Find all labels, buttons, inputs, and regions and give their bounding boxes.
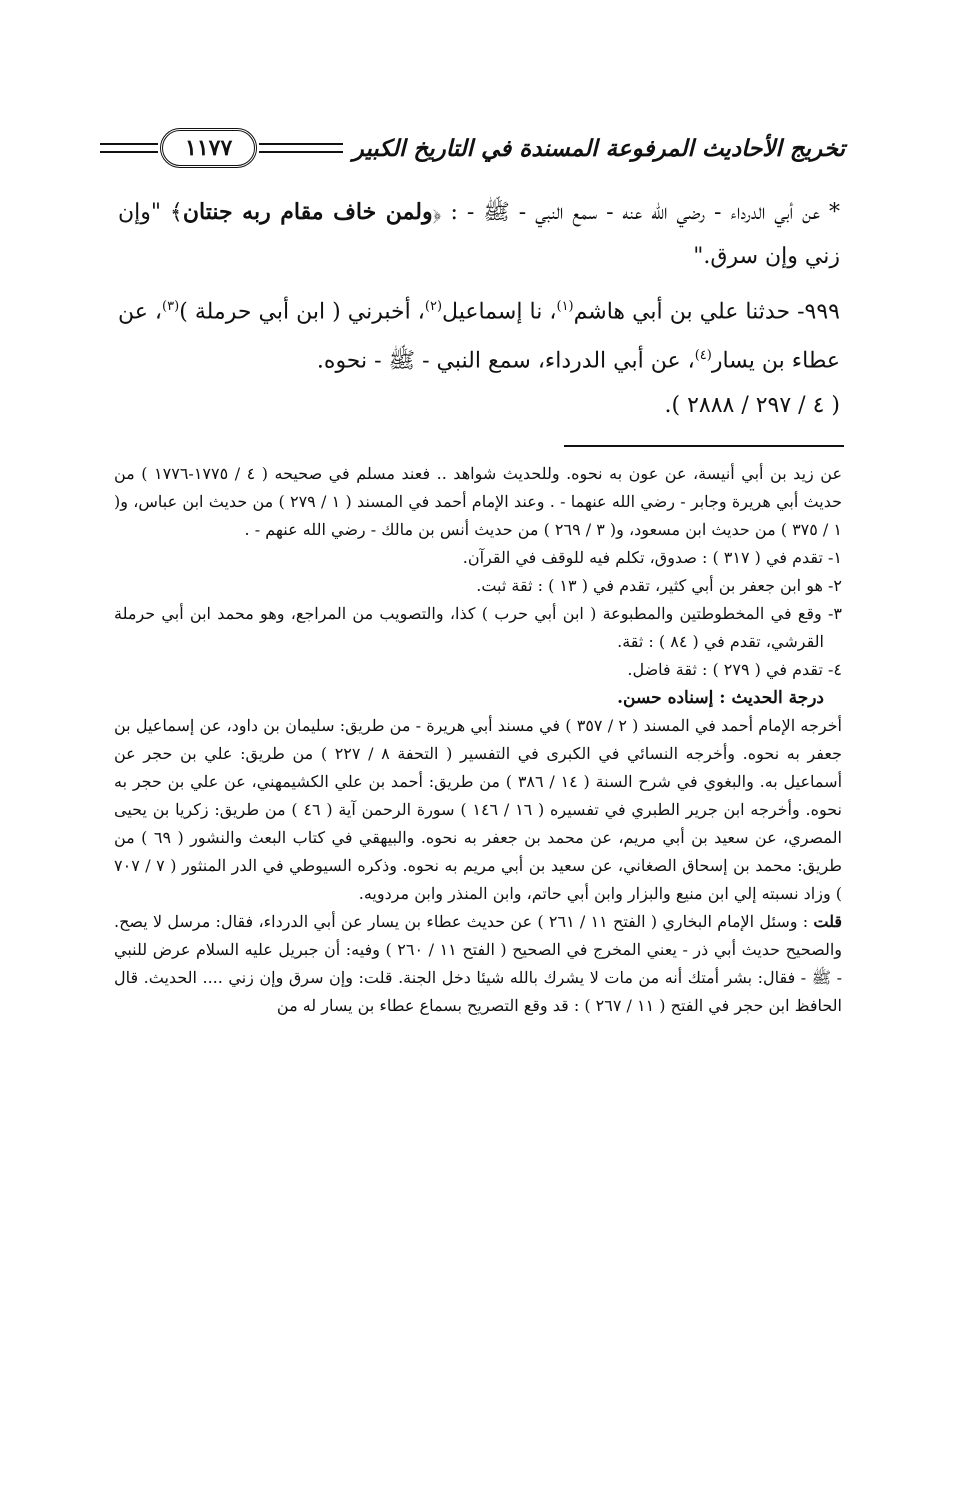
footnote-4-number: ٤- bbox=[828, 660, 842, 679]
isnad-seg-1: حدثنا علي بن أبي هاشم bbox=[573, 299, 798, 325]
footnote-1 bbox=[114, 544, 842, 572]
footnote-1-number: ١- bbox=[828, 548, 842, 567]
hadith-intro-tail: ﴾ "وإن زني وإن سرق." bbox=[118, 200, 840, 269]
hadith-intro-lead: * عن أبي الدرداء - رضي الله عنه - سمع النبي - ﷺ - : ﴿ bbox=[432, 200, 840, 225]
footnote-3-number: ٣- bbox=[828, 604, 842, 623]
footnote-continuation: عن زيد بن أبي أنيسة، عن عون به نحوه. وللحديث شواهد .. فعند مسلم في صحيحه ( ٤ / ١٧٧٥-١٧٧٦ ) من حديث أبي هريرة وجابر - رضي الله عنهما - . وعند الإمام أحمد في المسند ( ١ / ٢٧٩ ) من حديث ابن عباس، و( ١ / ٣٧٥ ) من حديث ابن مسعود، و( ٣ / ٢٦٩ ) من حديث أنس بن مالك - رضي الله عنهم - . bbox=[114, 464, 843, 539]
footnote-4-text: تقدم في ( ٢٧٩ ) : ثقة فاضل. bbox=[627, 660, 828, 679]
footnote-ref-1: (١) bbox=[556, 299, 574, 314]
footnotes bbox=[114, 460, 842, 1020]
qult-text: : وسئل الإمام البخاري ( الفتح ١١ / ٢٦١ ) عن حديث عطاء بن يسار عن أبي الدرداء، فقال: مرسل لا يصح. والصحيح حديث أبي ذر - يعني المخرج في الصحيح ( الفتح ١١ / ٢٦٠ ) وفيه: أن جبريل عليه السلام عرض للنبي - ﷺ - فقال: بشر أمتك أنه من مات لا يشرك بالله شيئا دخل الجنة. قلت: وإن سرق وإن زني .... الحديث. قال الحافظ ابن حجر في الفتح ( ١١ / ٢٦٧ ) : قد وقع التصريح بسماع عطاء بن يسار له من bbox=[114, 912, 843, 1015]
isnad-seg-4: ، عن عطاء بن يسار bbox=[118, 299, 840, 374]
footnote-3 bbox=[114, 600, 842, 656]
header-rule bbox=[259, 143, 342, 153]
footnote-4 bbox=[114, 656, 842, 684]
footnote-3-text: وقع في المخطوطتين والمطبوعة ( ابن أبي حرب ) كذا، والتصويب من المراجع، وهو محمد ابن أبي حرملة القرشي، تقدم في ( ٨٤ ) : ثقة. bbox=[114, 604, 828, 651]
header-title: تخريج الأحاديث المرفوعة المسندة في التاريخ الكبير bbox=[352, 134, 845, 162]
quran-verse: ولمن خاف مقام ربه جنتان bbox=[182, 199, 433, 225]
qult-paragraph bbox=[114, 908, 842, 1020]
footnote-ref-4: (٤) bbox=[694, 348, 712, 364]
footnote-1-text: تقدم في ( ٣١٧ ) : صدوق، تكلم فيه للوقف في القرآن. bbox=[462, 548, 828, 567]
page-number-badge: ١١٧٧ bbox=[160, 128, 257, 168]
footnote-ref-2: (٢) bbox=[424, 299, 443, 314]
header-rule-end bbox=[100, 143, 158, 153]
running-header bbox=[100, 128, 845, 168]
main-text bbox=[118, 190, 840, 428]
isnad-seg-5: ، عن أبي الدرداء، سمع النبي - ﷺ - نحوه. bbox=[316, 348, 695, 374]
hadith-number: ٩٩٩- bbox=[797, 299, 840, 325]
footnote-2-text: هو ابن جعفر بن أبي كثير، تقدم في ( ١٣ ) : ثقة ثبت. bbox=[476, 576, 828, 595]
footnote-separator bbox=[564, 445, 844, 447]
hadith-grade: درجة الحديث : إسناده حسن. bbox=[617, 688, 824, 708]
footnote-ref-3: (٣) bbox=[162, 299, 180, 314]
hadith-citation: ( ٤ / ٢٩٧ / ٢٨٨٨ ). bbox=[664, 392, 840, 418]
footnote-2-number: ٢- bbox=[828, 576, 842, 595]
qult-label: قلت bbox=[813, 912, 843, 931]
isnad-seg-2: ، نا إسماعيل bbox=[442, 299, 557, 325]
hadith-999 bbox=[118, 285, 840, 384]
hadith-intro bbox=[118, 190, 840, 279]
footnote-2 bbox=[114, 572, 842, 600]
isnad-seg-3: ، أخبرني ( ابن أبي حرملة ) bbox=[179, 299, 425, 325]
takhrij-paragraph: أخرجه الإمام أحمد في المسند ( ٢ / ٣٥٧ ) في مسند أبي هريرة - من طريق: سليمان بن داود، عن إسماعيل بن جعفر به نحوه. وأخرجه النسائي في الكبرى في التفسير ( التحفة ٨ / ٢٢٧ ) من طريق: علي بن حجر عن أسماعيل به. والبغوي في شرح السنة ( ١٤ / ٣٨٦ ) من طريق: أحمد بن علي الكشيمهني، عن علي بن حجر به نحوه. وأخرجه ابن جرير الطبري في تفسيره ( ١٦ / ١٤٦ ) سورة الرحمن آية ( ٤٦ ) من طريق: زكريا بن يحيى المصري، عن سعيد بن أبي مريم، عن محمد بن جعفر به نحوه. والبيهقي في كتاب البعث والنشور ( ٦٩ ) من طريق: محمد بن إسحاق الصغاني، عن سعيد بن أبي مريم به نحوه. وذكره السيوطي في الدر المنثور ( ٧ / ٧٠٧ ) وزاد نسبته إلي ابن منيع والبزار وابن أبي حاتم، وابن المنذر وابن مردويه. bbox=[114, 716, 843, 903]
